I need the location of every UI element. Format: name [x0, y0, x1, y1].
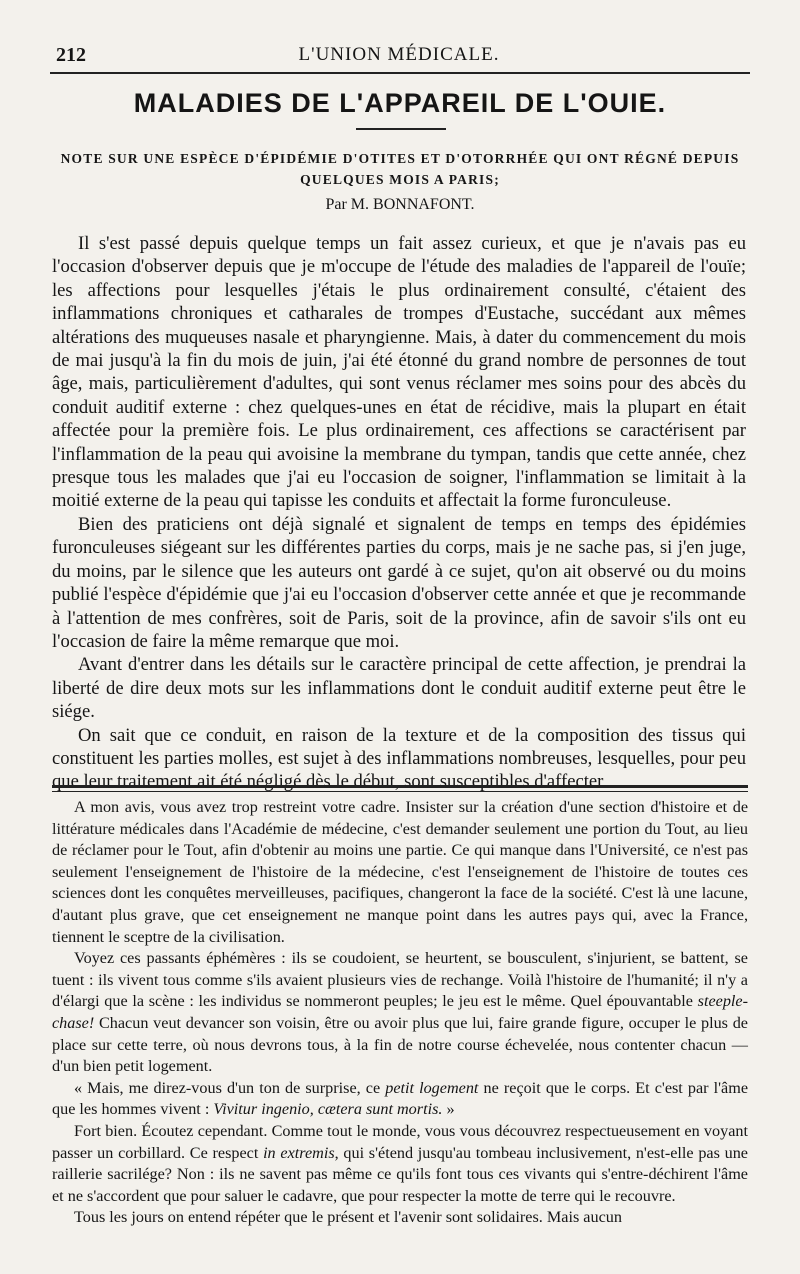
fp3-text-b: ne reçoit que le corps. Et c'est par l'âme que les hommes vivent :: [52, 1078, 749, 1119]
journal-title: L'UNION MÉDICALE.: [298, 44, 500, 65]
feuilleton-paragraph-1: A mon avis, vous avez trop restreint votre cadre. Insister sur la création d'une section d'histoire et de littérature médicales dans l'Académie de médecine, c'est demander seulement une portion du Tout, au lieu de réclamer pour le Tout, afin d'obtenir au moins une partie. Ce qui manque dans l'Université, ce n'est pas seulement l'enseignement de l'histoire de la médecine, c'est l'enseignement de l'histoire de toutes ces sciences dont les conquêtes merveilleuses, pacifiques, changeront la face de la société. C'est là une lacune, d'autant plus grave, que cet enseignement ne manque point dans les autres pays qui, avec la France, tiennent le sceptre de la civilisation.: [52, 798, 748, 946]
fp3-text-a: « Mais, me direz-vous d'un ton de surprise, ce: [74, 1078, 381, 1097]
feuilleton-paragraph-5: Tous les jours on entend répéter que le présent et l'avenir sont solidaires. Mais aucun: [74, 1208, 622, 1227]
fp3-italic-2: Vivitur ingenio, cætera sunt mortis.: [213, 1100, 443, 1119]
author-line: [0, 196, 800, 214]
running-header: [50, 40, 748, 70]
feuilleton-paragraph-4: [52, 1121, 748, 1207]
header-rule: [50, 72, 750, 74]
body-paragraph-1: Il s'est passé depuis quelque temps un fait assez curieux, et que je n'avais pas eu l'occasion d'observer depuis que je m'occupe de l'étude des maladies de l'appareil de l'ouïe; les affections pour lesquelles j'étais le plus ordinairement consulté, c'étaient des inflammations chroniques et catharales de trompes d'Eustache, succédant aux mêmes altérations des muqueuses nasale et pharyngienne. Mais, à dater du commencement du mois de mai jusqu'à la fin du mois de juin, j'ai été étonné du grand nombre de personnes de tout âge, mais, particulièrement d'adultes, qui sont venus réclamer mes soins pour des abcès du conduit auditif externe : chez quelques-unes en état de récidive, mais la plupart en était affectée pour la première fois. Le plus ordinairement, ces affections se caractérisent par l'inflammation de la peau qui avoisine la membrane du tympan, tandis que cette année, chez presque tous les malades que j'ai eu l'occasion de soigner, l'inflammation se limitait à la moitié externe de la peau qui tapisse les conduits et affectait la forme furonculeuse.: [52, 233, 746, 512]
feuilleton-section: [52, 797, 748, 1229]
fp2-text-a: Voyez ces passants éphémères : ils se coudoient, se heurtent, se bousculent, s'injurient, se battent, se tuent : ils vivent tous comme s'ils avaient plusieurs vies de rechange. Voilà l'histoire de l'humanité; il n'y a d'élargi que la scène : les individus se nommeront peuples; le jeu est le même. Quel épouvantable: [52, 949, 748, 1011]
body-paragraph-4: On sait que ce conduit, en raison de la texture et de la composition des tissus qui constituent les parties molles, est sujet à des inflammations nombreuses, lesquelles, pour peu que leur traitement ait été négligé dès le début, sont susceptibles d'affecter: [52, 724, 746, 793]
fp3-italic-1: petit logement: [385, 1078, 479, 1097]
feuilleton-rule-thick: [52, 785, 748, 788]
fp4-text-a: Fort bien. Écoutez cependant. Comme tout le monde, vous vous découvrez respectueusement en voyant passer un corbillard. Ce respect: [52, 1121, 748, 1162]
body-paragraph-2: Bien des praticiens ont déjà signalé et signalent de temps en temps des épidémies furonculeuses siégeant sur les différentes parties du corps, mais je ne sache pas, si j'en juge, du moins, par le silence que les auteurs ont gardé à ce sujet, qu'on ait observé ou du moins publié l'espèce d'épidémie que j'ai eu l'occasion d'observer cette année et que je recommande à l'attention de mes confrères, soit de Paris, soit de la province, afin de savoir s'ils ont eu l'occasion de faire la même remarque que moi.: [52, 513, 746, 652]
page-number: 212: [56, 44, 86, 66]
feuilleton-rule-thin: [52, 791, 748, 792]
fp2-italic: steeple-chase!: [52, 992, 749, 1032]
feuilleton-paragraph-2: [52, 948, 748, 1078]
feuilleton-paragraph-3: [52, 1078, 748, 1121]
fp4-italic: in extremis: [263, 1143, 335, 1162]
fp3-text-c: »: [446, 1100, 455, 1119]
author-name: BONNAFONT.: [373, 196, 475, 213]
subtitle-line-2: QUELQUES MOIS A PARIS;: [300, 172, 500, 187]
article-title: MALADIES DE L'APPAREIL DE L'OUIE.: [133, 88, 667, 118]
subtitle-line-1: NOTE SUR UNE ESPÈCE D'ÉPIDÉMIE D'OTITES ET D'OTORRHÉE QUI ONT RÉGNÉ DEPUIS: [60, 151, 740, 166]
article-body: [52, 232, 746, 794]
article-subtitle: [52, 148, 748, 190]
fp2-text-b: Chacun veut devancer son voisin, être ou avoir plus que lui, faire grande figure, occuper le plus de place sur cette terre, où nous devrons tous, à la fin de notre course échevelée, nous contenter chacun — d'un bien petit logement.: [52, 1013, 748, 1076]
fp4-text-b: , qui s'étend jusqu'au tombeau inclusivement, n'est-elle pas une raillerie sacrilége? Non : ils ne savent pas même ce qu'ils font tous ces vivants qui s'entre-déchirent l'âme et ne s'accordent que pour saluer le cadavre, que pour respecter la motte de terre qui le recouvre.: [52, 1143, 748, 1205]
author-prefix: Par M.: [325, 196, 370, 213]
title-rule: [356, 128, 446, 130]
body-paragraph-3: Avant d'entrer dans les détails sur le caractère principal de cette affection, je prendrai la liberté de dire deux mots sur les inflammations dont le conduit auditif externe peut être le siége.: [52, 654, 746, 723]
